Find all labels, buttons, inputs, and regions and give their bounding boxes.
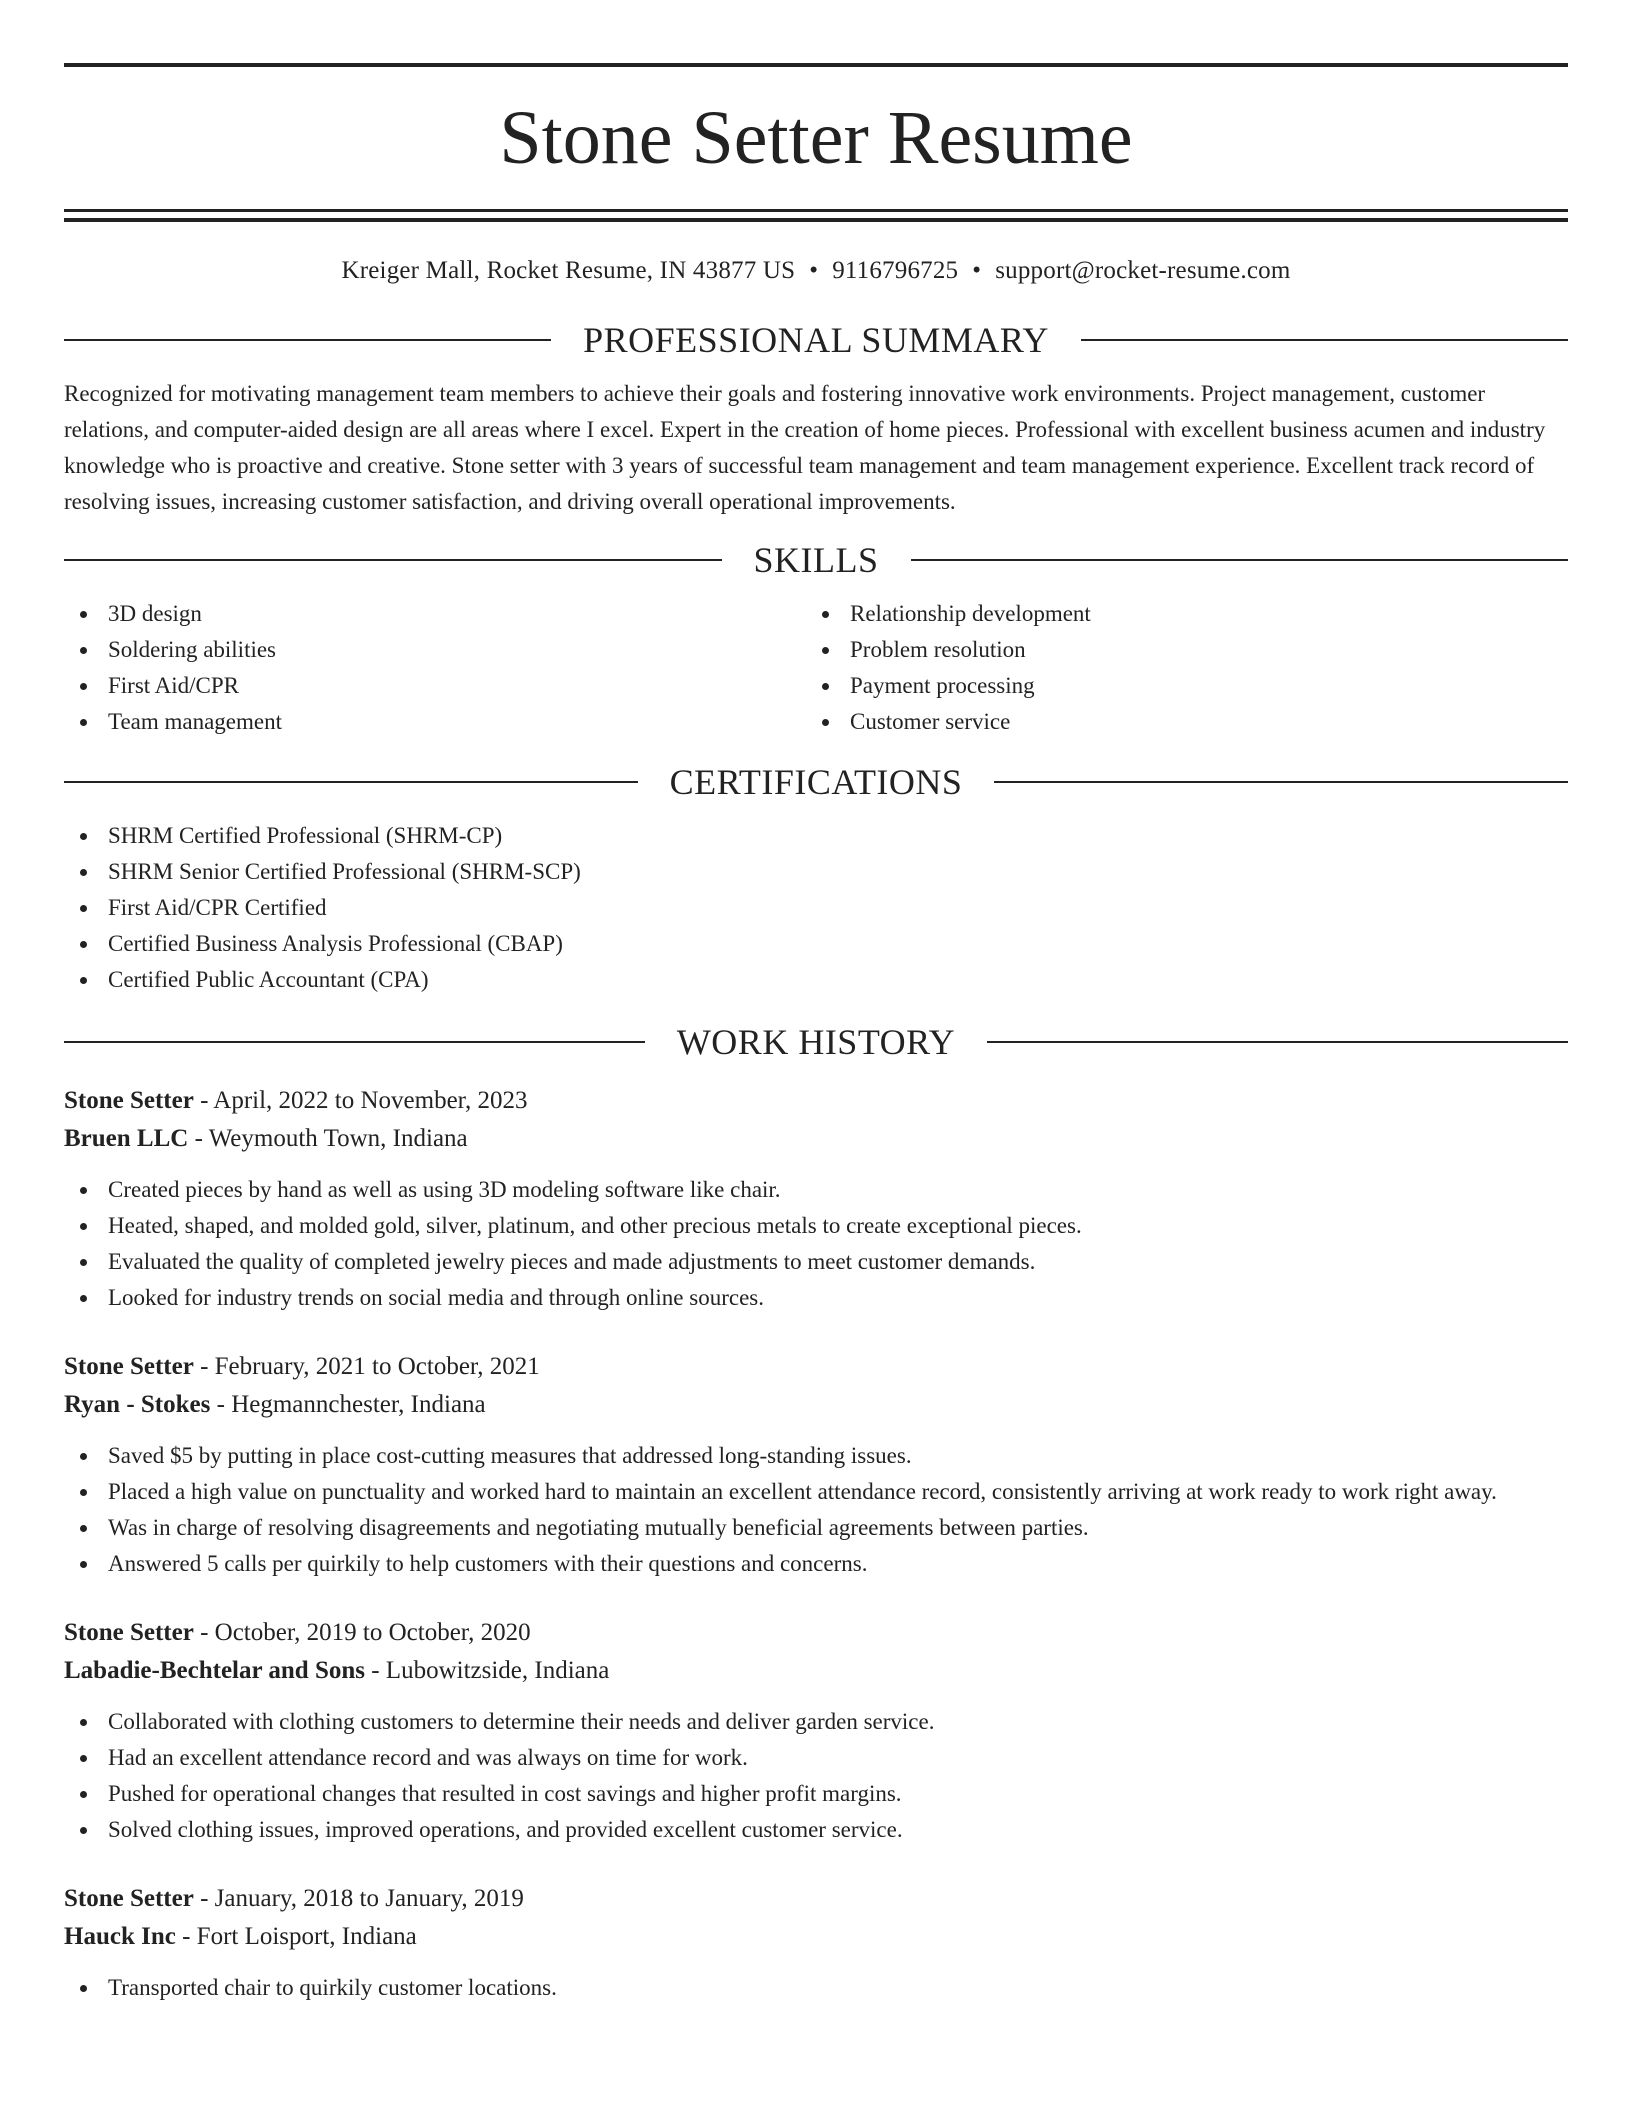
work-history-heading [64,1020,1568,1064]
heading-rule [994,781,1568,783]
heading-rule [64,339,551,341]
job-bullet: Evaluated the quality of completed jewelry pieces and made adjustments to meet customer demands. [64,1244,1568,1280]
job-bullet: Looked for industry trends on social media and through online sources. [64,1280,1568,1316]
job-company: Labadie-Bechtelar and Sons [64,1657,365,1684]
contact-email: support@rocket-resume.com [995,257,1291,284]
job-title: Stone Setter [64,1353,194,1380]
skill-item: Customer service [806,704,1548,740]
skills-list-right [806,596,1548,740]
job-bullet: Had an excellent attendance record and was always on time for work. [64,1740,1568,1776]
job-bullet: Created pieces by hand as well as using 3D modeling software like chair. [64,1172,1568,1208]
contact-address: Kreiger Mall, Rocket Resume, IN 43877 US [341,257,796,284]
resume-page [64,0,1568,2006]
job-company: Hauck Inc [64,1923,176,1950]
certification-item: SHRM Certified Professional (SHRM-CP) [64,818,1568,854]
job-title-line [64,1348,1568,1386]
job-bullet: Pushed for operational changes that resulted in cost savings and higher profit margins. [64,1776,1568,1812]
job-company-line [64,1652,1568,1690]
job-company: Ryan - Stokes [64,1391,211,1418]
contact-phone: 9116796725 [832,257,959,284]
job-title: Stone Setter [64,1619,194,1646]
job-entry [64,1614,1568,1848]
certification-item: SHRM Senior Certified Professional (SHRM-SCP) [64,854,1568,890]
job-dates: - October, 2019 to October, 2020 [193,1619,531,1646]
job-bullets [64,1172,1568,1316]
job-bullet: Transported chair to quirkily customer locations. [64,1970,1568,2006]
contact-line [64,256,1568,286]
job-bullet: Collaborated with clothing customers to determine their needs and deliver garden service. [64,1704,1568,1740]
job-entry [64,1348,1568,1582]
skill-item: Soldering abilities [64,632,806,668]
heading-rule [64,1041,645,1043]
job-location: - Weymouth Town, Indiana [188,1125,468,1152]
certification-item: Certified Business Analysis Professional (CBAP) [64,926,1568,962]
certification-item: First Aid/CPR Certified [64,890,1568,926]
job-location: - Lubowitzside, Indiana [364,1657,610,1684]
resume-title: Stone Setter Resume [499,96,1133,180]
skill-item: Team management [64,704,806,740]
skill-item: Problem resolution [806,632,1548,668]
summary-text: Recognized for motivating management team members to achieve their goals and fostering innovative work environments. Project management, customer relations, and computer-aided design are all areas where I excel. Expert in the creation of home pieces. Professional with excellent business acumen and industry knowledge who is proactive and creative. Stone setter with 3 years of successful team management and team management experience. Excellent track record of resolving issues, increasing customer satisfaction, and driving overall operational improvements. [64,381,1546,514]
job-dates: - February, 2021 to October, 2021 [193,1353,540,1380]
job-title-line [64,1880,1568,1918]
certifications-heading-label: CERTIFICATIONS [669,762,963,802]
job-title-line [64,1082,1568,1120]
skills-columns [64,596,1568,740]
heading-rule [64,559,722,561]
summary-heading [64,318,1568,362]
certifications-list [64,818,1568,998]
heading-rule [1081,339,1568,341]
contact-separator: • [809,257,819,284]
job-title: Stone Setter [64,1885,194,1912]
job-title-line [64,1614,1568,1652]
skills-list-left [64,596,806,740]
job-entry [64,1082,1568,1316]
skill-item: Payment processing [806,668,1548,704]
contact-separator: • [972,257,982,284]
job-location: - Fort Loisport, Indiana [175,1923,417,1950]
job-bullet: Was in charge of resolving disagreements and negotiating mutually beneficial agreements between parties. [64,1510,1568,1546]
skill-item: Relationship development [806,596,1548,632]
heading-rule [64,781,638,783]
certification-item: Certified Public Accountant (CPA) [64,962,1568,998]
job-bullets [64,1704,1568,1848]
job-company-line [64,1918,1568,1956]
job-entry [64,1880,1568,2006]
job-location: - Hegmannchester, Indiana [210,1391,486,1418]
job-company: Bruen LLC [64,1125,189,1152]
skills-heading-label: SKILLS [753,540,879,580]
job-bullet: Placed a high value on punctuality and worked hard to maintain an excellent attendance record, consistently arriving at work ready to work right away. [64,1474,1568,1510]
job-bullet: Heated, shaped, and molded gold, silver, platinum, and other precious metals to create exceptional pieces. [64,1208,1568,1244]
job-company-line [64,1386,1568,1424]
job-bullet: Solved clothing issues, improved operations, and provided excellent customer service. [64,1812,1568,1848]
job-company-line [64,1120,1568,1158]
job-bullets [64,1438,1568,1582]
job-bullet: Answered 5 calls per quirkily to help customers with their questions and concerns. [64,1546,1568,1582]
job-title: Stone Setter [64,1087,194,1114]
job-bullet: Saved $5 by putting in place cost-cutting measures that addressed long-standing issues. [64,1438,1568,1474]
heading-rule [911,559,1569,561]
heading-rule [987,1041,1568,1043]
job-bullets [64,1970,1568,2006]
title-double-rule [64,209,1568,222]
skills-heading [64,538,1568,582]
summary-heading-label: PROFESSIONAL SUMMARY [583,320,1049,360]
skill-item: First Aid/CPR [64,668,806,704]
certifications-heading [64,760,1568,804]
top-rule [64,63,1568,67]
job-dates: - April, 2022 to November, 2023 [193,1087,528,1114]
job-dates: - January, 2018 to January, 2019 [193,1885,524,1912]
work-history-heading-label: WORK HISTORY [676,1022,956,1062]
skill-item: 3D design [64,596,806,632]
